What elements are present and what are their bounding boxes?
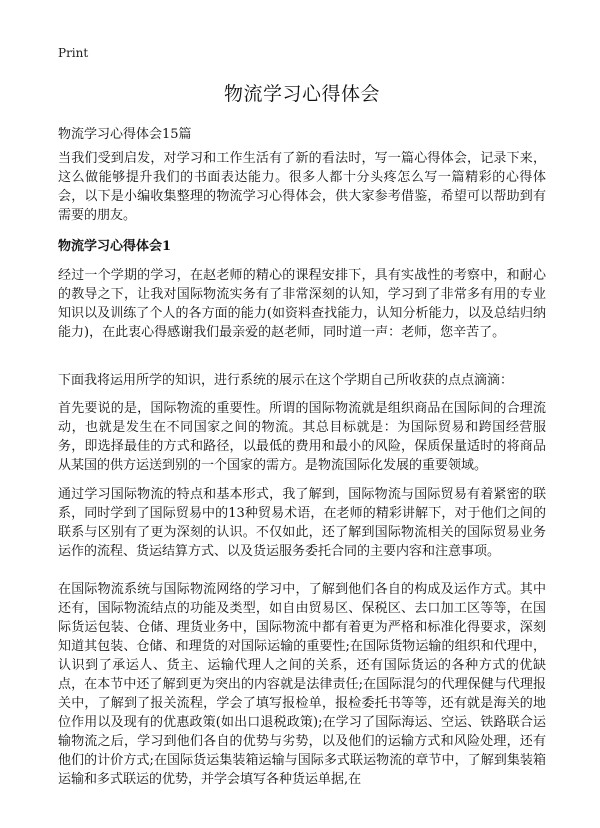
document-subtitle: 物流学习心得体会15篇	[58, 127, 192, 142]
body-paragraph: 下面我将运用所学的知识，进行系统的展示在这个学期自己所收获的点点滴滴：	[58, 373, 514, 388]
print-link[interactable]: Print	[58, 46, 89, 60]
section-heading: 物流学习心得体会1	[58, 239, 172, 254]
body-paragraph: 经过一个学期的学习，在赵老师的精心的课程安排下，具有实战性的考察中，和耐心的教导之下，让我对国际物流实务有了非常深刻的认知，学习到了非常多有用的专业知识以及训练了个人的各方面的能力(如资料查找能力，认知分析能力，以及总结归纳能力)，在此衷心得感谢我们最亲爱的赵老师，同时道一声：老师，您辛苦了。	[58, 268, 546, 340]
intro-paragraph: 当我们受到启发，对学习和工作生活有了新的看法时，写一篇心得体会，记录下来，这么做能够提升我们的书面表达能力。很多人都十分头疼怎么写一篇精彩的心得体会，以下是小编收集整理的物流学习心得体会，供大家参考借鉴，希望可以帮助到有需要的朋友。	[58, 151, 546, 223]
page-title: 物流学习心得体会	[223, 83, 380, 105]
body-paragraph: 在国际物流系统与国际物流网络的学习中，了解到他们各自的构成及运作方式。其中还有，国际物流结点的功能及类型，如自由贸易区、保税区、去口加工区等等，在国际货运包装、仓储、理货业务中，国际物流中都有着更为严格和标准化得要求，深刻知道其包装、仓储、和理货的对国际运输的重要性;在国际货物运输的组织和代理中，认识到了承运人、货主、运输代理人之间的关系，还有国际货运的各种方式的优缺点，在本节中还了解到更为突出的内容就是法律责任;在国际混匀的代理保健与代理报关中，了解到了报关流程，学会了填写报检单，报检委托书等等，还有就是海关的地位作用以及现有的优惠政策(如出口退税政策);在学习了国际海运、空运、铁路联合运输物流之后，学习到他们各自的优势与劣势，以及他们的运输方式和风险处理，还有他们的计价方式;在国际货运集装箱运输与国际多式联运物流的章节中，了解到集装箱运输和多式联运的优势，并学会填写各种货运单据,在	[58, 582, 546, 787]
body-paragraph: 首先要说的是，国际物流的重要性。所谓的国际物流就是组织商品在国际间的合理流动，也就是发生在不同国家之间的物流。其总目标就是：为国际贸易和跨国经营服务，即选择最佳的方式和路径，以最低的费用和最小的风险，保质保量适时的将商品从某国的供方运送到别的一个国家的需方。是物流国际化发展的重要领域。	[58, 401, 546, 473]
body-paragraph: 通过学习国际物流的特点和基本形式，我了解到，国际物流与国际贸易有着紧密的联系，同时学到了国际贸易中的13种贸易术语，在老师的精彩讲解下，对于他们之间的联系与区别有了更为深刻的认识。不仅如此，还了解到国际物流相关的国际贸易业务运作的流程、货运结算方式、以及货运服务委托合同的主要内容和注意事项。	[58, 487, 546, 559]
